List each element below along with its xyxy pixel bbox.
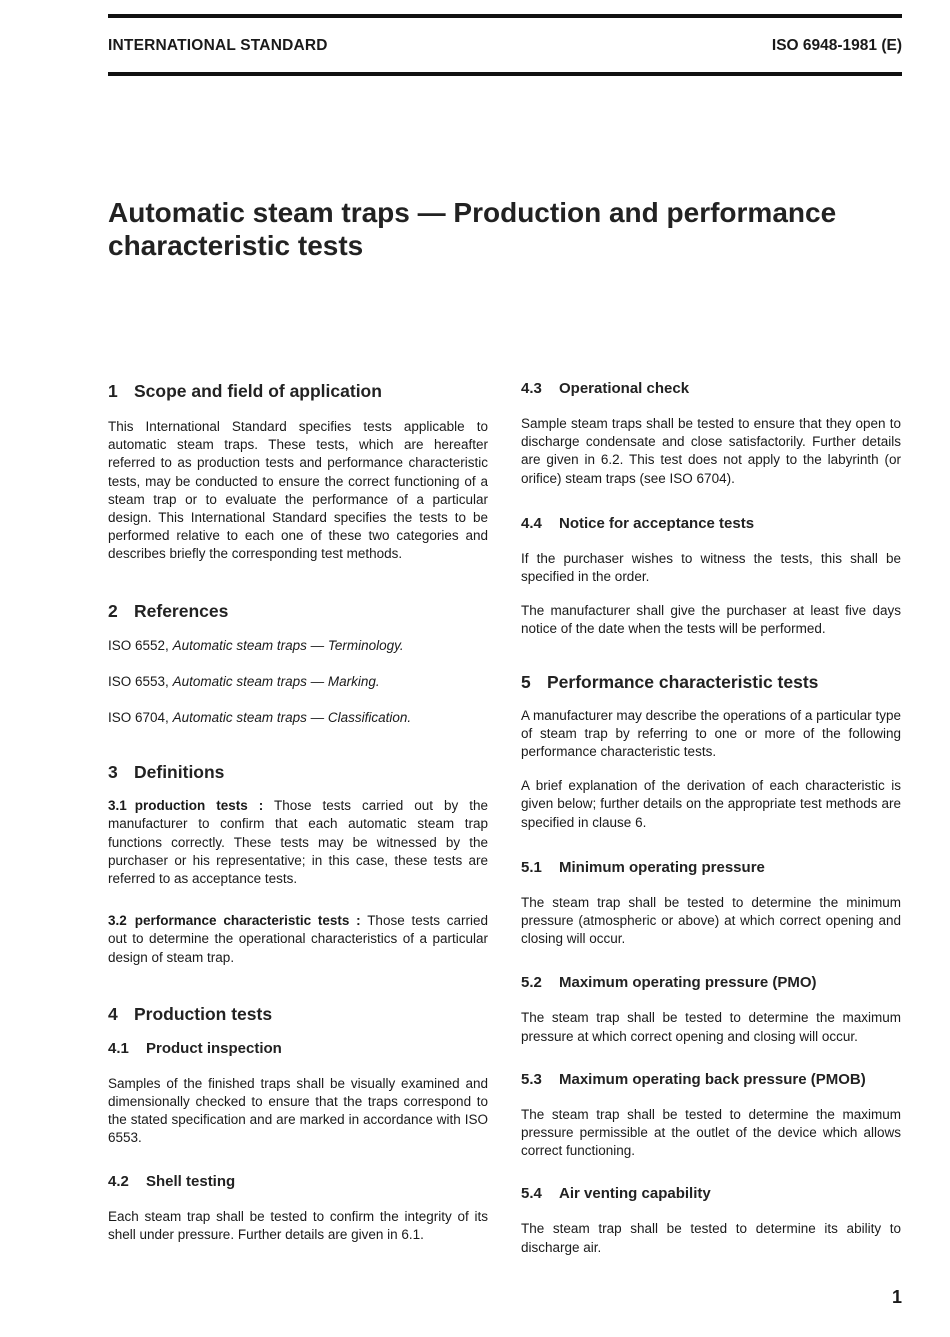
section-1-body: This International Standard specifies tests applicable to automatic steam traps. These tests, which are hereafter referred to as production tests and performance characteristic tests, may be conducted to ensure the correct functioning of a steam trap or to evaluate the performance of a particular design. This International Standard specifies the tests to be performed relative to each one of these two categories and describes briefly the corresponding test methods. bbox=[108, 419, 488, 562]
section-5-body-2: A brief explanation of the derivation of each characteristic is given below; further details on the appropriate test methods are specified in clause 6. bbox=[521, 778, 901, 830]
section-5-1-body: The steam trap shall be tested to determine the minimum pressure (atmospheric or above) at which correct opening and closing will occur. bbox=[521, 894, 901, 947]
section-5-2-body: The steam trap shall be tested to determine the maximum pressure at which correct opening and closing will occur. bbox=[521, 1010, 901, 1044]
section-5-1-heading: 5.1 Minimum operating pressure bbox=[521, 858, 765, 876]
section-4-1-heading: 4.1 Product inspection bbox=[108, 1039, 282, 1057]
section-4-2-body: Each steam trap shall be tested to confirm the integrity of its shell under pressure. Further details are given in 6.1. bbox=[108, 1208, 488, 1242]
left-column bbox=[108, 376, 488, 1244]
section-5-4-body: The steam trap shall be tested to determine its ability to discharge air. bbox=[521, 1221, 901, 1255]
section-4-1-body: Samples of the finished traps shall be visually examined and dimensionally checked to ensure that the traps correspond to the stated specification and are marked in accordance with ISO 6553. bbox=[108, 1075, 488, 1146]
section-4-4-body-1: If the purchaser wishes to witness the tests, this shall be specified in the order. bbox=[521, 550, 901, 585]
reference-item: ISO 6553, Automatic steam traps — Marking. bbox=[108, 673, 380, 689]
reference-item: ISO 6704, Automatic steam traps — Classification. bbox=[108, 710, 412, 726]
section-2-heading: 2 References bbox=[108, 600, 229, 621]
section-5-4-heading: 5.4 Air venting capability bbox=[521, 1185, 711, 1203]
section-4-3-body: Sample steam traps shall be tested to ensure that they open to discharge condensate and close satisfactorily. Further details are given in 6.2. This test does not apply to the labyrinth (or orifice) steam traps (see ISO 6704). bbox=[521, 416, 901, 486]
section-3-heading: 3 Definitions bbox=[108, 762, 225, 783]
standard-number: ISO 6948-1981 (E) bbox=[771, 37, 902, 54]
reference-item: ISO 6552, Automatic steam traps — Terminology. bbox=[108, 637, 404, 653]
section-5-3-heading: 5.3 Maximum operating back pressure (PMOB) bbox=[521, 1070, 866, 1088]
section-5-3-body: The steam trap shall be tested to determine the maximum pressure permissible at the outlet of the device which allows correct functioning. bbox=[521, 1106, 901, 1159]
header-rule-bottom bbox=[108, 72, 902, 76]
page-title: Automatic steam traps — Production and performance characteristic tests bbox=[108, 197, 837, 261]
section-1-heading: 1 Scope and field of application bbox=[108, 381, 382, 401]
section-4-3-heading: 4.3 Operational check bbox=[521, 380, 690, 397]
section-4-2-heading: 4.2 Shell testing bbox=[108, 1172, 236, 1190]
right-column bbox=[521, 376, 901, 1257]
definition-3-2: 3.2 performance characteristic tests : Those tests carried out to determine the operational characteristics of a particular design of steam trap. bbox=[108, 913, 489, 965]
section-4-4-body-2: The manufacturer shall give the purchaser at least five days notice of the date when the tests will be performed. bbox=[521, 603, 901, 637]
section-5-heading: 5 Performance characteristic tests bbox=[521, 671, 819, 692]
document-type: INTERNATIONAL STANDARD bbox=[108, 37, 328, 54]
section-5-body-1: A manufacturer may describe the operations of a particular type of steam trap by referring to one or more of the following performance characteristic tests. bbox=[521, 707, 901, 760]
section-4-heading: 4 Production tests bbox=[108, 1003, 273, 1024]
header-rule-top bbox=[108, 14, 902, 18]
section-5-2-heading: 5.2 Maximum operating pressure (PMO) bbox=[521, 974, 817, 992]
page-number: 1 bbox=[891, 1287, 902, 1307]
definition-3-1: 3.1 production tests : Those tests carried out by the manufacturer to confirm that each automatic steam trap functions correctly. These tests may be witnessed by the purchaser or his representative; in this case, these tests are referred to as acceptance tests. bbox=[108, 798, 489, 887]
section-4-4-heading: 4.4 Notice for acceptance tests bbox=[521, 514, 755, 532]
